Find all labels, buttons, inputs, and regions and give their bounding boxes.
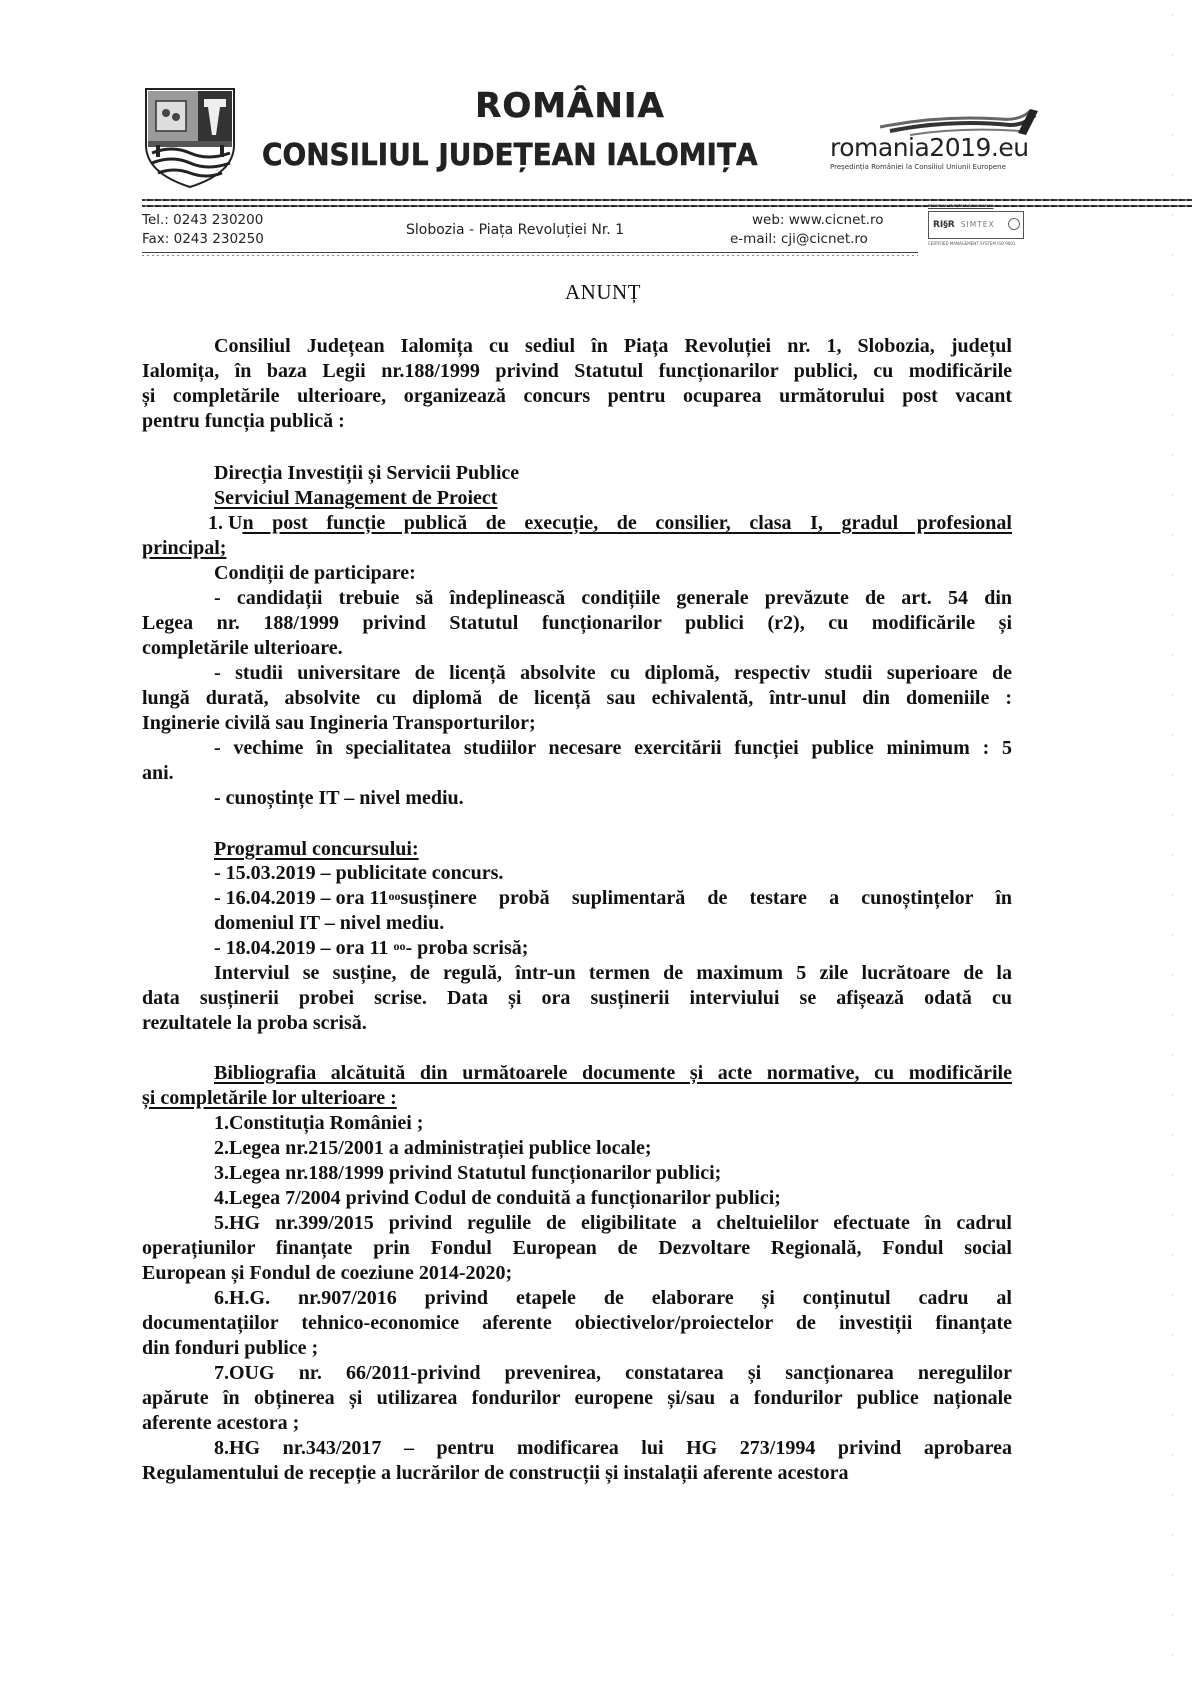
schedule-heading: Programul concursului: [214, 838, 419, 860]
position-description: n post funcție publică de execuție, de consilier, clasa I, gradul profesional [242, 512, 1012, 534]
bibliography-item-2: 2.Legea nr.215/2001 a administrației publice locale; [214, 1137, 652, 1159]
schedule-item-2: - 16.04.2019 – ora 11 $^{oo}$ susținere probă suplimentară de testare a cunoștințelor în [214, 887, 1012, 909]
scan-edge-artifact [1172, 0, 1173, 1694]
condition-4-line-1: - cunoștințe IT – nivel mediu. [214, 787, 464, 809]
letterhead-institution: CONSILIUL JUDEȚEAN IALOMIȚA [262, 138, 758, 173]
contact-phone: Tel.: 0243 230200 [142, 212, 264, 228]
interview-line-3: rezultatele la proba scrisă. [142, 1012, 367, 1034]
conditions-heading: Condiții de participare: [214, 562, 416, 584]
bibliography-item-4: 4.Legea 7/2004 privind Codul de conduită a funcționarilor publici; [214, 1187, 781, 1209]
bibliography-item-3: 3.Legea nr.188/1999 privind Statutul funcționarilor publici; [214, 1162, 722, 1184]
certification-badge [928, 204, 1026, 250]
bibliography-item-8-line-2: Regulamentului de recepție a lucrărilor de construcții și instalații aferente acestora [142, 1462, 849, 1484]
bibliography-heading-line-1: Bibliografia alcătuită din următoarele documente și acte normative, cu modificările [214, 1062, 1012, 1084]
ialomita-coat-of-arms-icon [142, 87, 238, 189]
condition-2-line-3: Inginerie civilă sau Ingineria Transporturilor; [142, 712, 536, 734]
directorate-name: Direcția Investiții și Servicii Publice [214, 462, 520, 484]
position-line-2: principal; [142, 537, 227, 559]
position-number: 1. U [208, 512, 243, 534]
contact-fax: Fax: 0243 230250 [142, 231, 264, 247]
schedule-item-1: - 15.03.2019 – publicitate concurs. [214, 862, 504, 884]
bibliography-item-5-line-1: 5.HG nr.399/2015 privind regulile de eligibilitate a cheltuielilor efectuate în cadrul [214, 1212, 1012, 1234]
condition-1-line-2: Legea nr. 188/1999 privind Statutul funcționarilor publici (r2), cu modificările și [142, 612, 1012, 634]
bibliography-item-6-line-3: din fonduri publice ; [142, 1337, 319, 1359]
header-divider-top [142, 199, 1192, 201]
condition-2-line-1: - studii universitare de licență absolvite cu diplomă, respectiv studii superioare de [214, 662, 1012, 684]
contact-website: web: www.cicnet.ro [752, 212, 884, 228]
condition-1-line-1: - candidații trebuie să îndeplinească condițiile generale prevăzute de art. 54 din [214, 587, 1012, 609]
schedule-item-2-cont: domeniul IT – nivel mediu. [214, 912, 445, 934]
certification-gear-icon [1008, 218, 1020, 230]
certification-bottom-text: CERTIFIED MANAGEMENT SYSTEM ISO 9001 [928, 241, 1016, 246]
condition-2-line-2: lungă durată, absolvite cu diplomă de licență sau echivalentă, într-unul din domeniile : [142, 687, 1012, 709]
romania2019-logo-text: romania2019.eu [830, 133, 1029, 162]
schedule-item-3: - 18.04.2019 – ora 11 $^{oo}$- proba scrisă; [214, 937, 529, 959]
romania2019-logo-subtitle: Președinția României la Consiliul Uniunii Europene [830, 163, 1006, 171]
intro-line-1: Consiliul Județean Ialomița cu sediul în Piața Revoluției nr. 1, Slobozia, județul [214, 335, 1012, 357]
interview-line-2: data susținerii probei scrise. Data și ora susținerii interviului se afișează odată cu [142, 987, 1012, 1009]
contact-email: e-mail: cji@cicnet.ro [730, 231, 868, 247]
condition-3-line-1: - vechime în specialitatea studiilor necesare exercitării funcției publice minimum : 5 [214, 737, 1012, 759]
bibliography-item-5-line-3: European și Fondul de coeziune 2014-2020; [142, 1262, 513, 1284]
bibliography-item-6-line-2: documentațiilor tehnico-economice aferente obiectivelor/proiectelor de investiții finanțate [142, 1312, 1012, 1334]
condition-3-line-2: ani. [142, 762, 174, 784]
position-line-1 [208, 512, 1012, 534]
intro-line-2: Ialomița, în baza Legii nr.188/1999 privind Statutul funcționarilor publici, cu modificările [142, 360, 1012, 382]
bibliography-item-7-line-2: apărute în obținerea și utilizarea fondurilor europene și/sau a fondurilor publice naționale [142, 1387, 1012, 1409]
bibliography-item-1: 1.Constituția României ; [214, 1112, 424, 1134]
bibliography-heading-line-2: și completările lor ulterioare : [142, 1087, 397, 1109]
intro-line-3: și completările ulterioare, organizează concurs pentru ocuparea următorului post vacant [142, 385, 1012, 407]
bibliography-item-7-line-3: aferente acestora ; [142, 1412, 300, 1434]
letterhead-bottom-rule-dotted [142, 255, 918, 256]
letterhead-bottom-rule [142, 252, 918, 253]
certification-label: RI§R [933, 220, 955, 230]
certification-box [928, 211, 1024, 239]
contact-address: Slobozia - Piața Revoluției Nr. 1 [406, 222, 625, 238]
bibliography-item-8-line-1: 8.HG nr.343/2017 – pentru modificarea lui HG 273/1994 privind aprobarea [214, 1437, 1012, 1459]
interview-line-1: Interviul se susține, de regulă, într-un termen de maximum 5 zile lucrătoare de la [214, 962, 1012, 984]
bibliography-item-5-line-2: operațiunilor finanțate prin Fondul European de Dezvoltare Regională, Fondul social [142, 1237, 1012, 1259]
certification-top-text: Member of IQNet Association [928, 204, 994, 209]
bibliography-item-6-line-1: 6.H.G. nr.907/2016 privind etapele de elaborare și conținutul cadru al [214, 1287, 1012, 1309]
letterhead-country: ROMÂNIA [475, 86, 665, 126]
condition-1-line-3: completările ulterioare. [142, 637, 343, 659]
header-divider-bottom [142, 205, 1192, 207]
service-name: Serviciul Management de Proiect [214, 487, 498, 509]
announcement-title: ANUNȚ [565, 280, 641, 304]
certification-brand: SIMTEX [960, 220, 995, 229]
bibliography-item-7-line-1: 7.OUG nr. 66/2011-privind prevenirea, constatarea și sancționarea neregulilor [214, 1362, 1012, 1384]
intro-line-4: pentru funcția publică : [142, 410, 345, 432]
